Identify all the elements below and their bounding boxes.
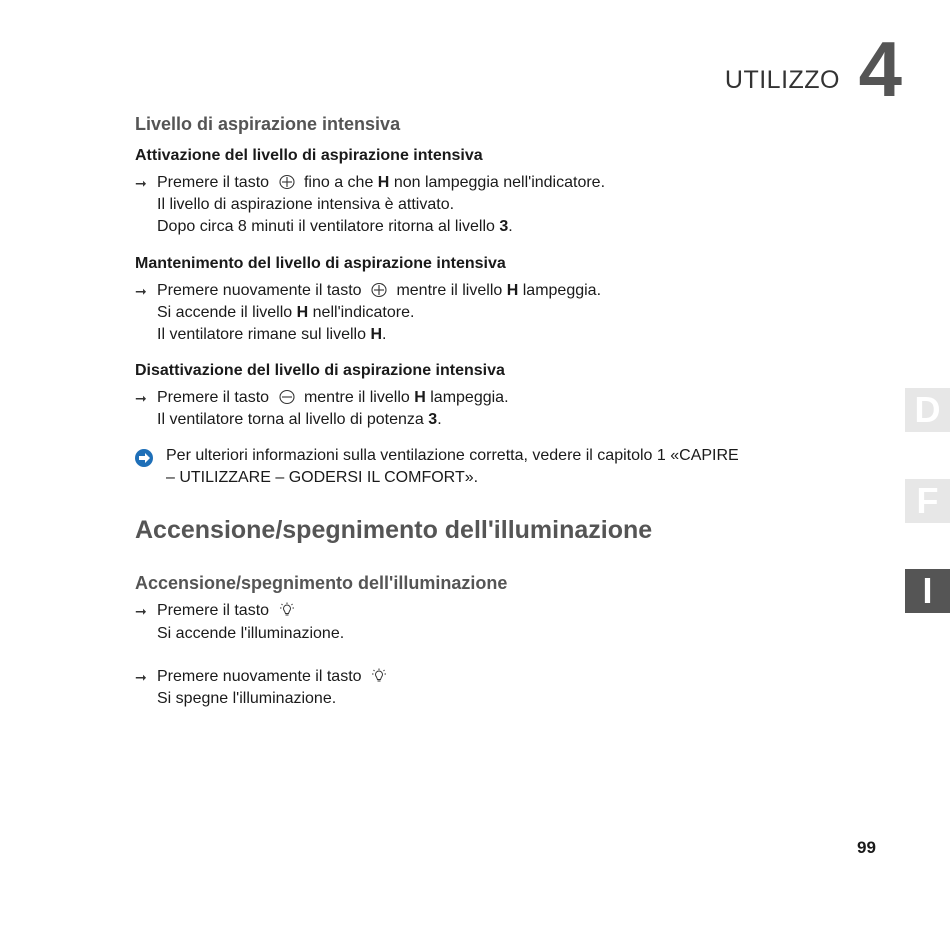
section-title: Livello di aspirazione intensiva <box>135 114 401 134</box>
light-line-4: Si spegne l'illuminazione. <box>157 690 337 707</box>
light-key-icon <box>370 668 388 684</box>
deactivate-line-2: Il ventilatore torna al livello di potenza 3. <box>157 411 442 428</box>
fan-plus-key-icon <box>370 282 388 298</box>
language-tab-i[interactable]: I <box>905 569 950 613</box>
maintain-line-3: Il ventilatore rimane sul livello H. <box>157 326 387 343</box>
light-key-icon <box>278 602 296 618</box>
arrow-icon: ➞ <box>135 175 147 191</box>
activation-line-3: Dopo circa 8 minuti il ventilatore ritorna al livello 3. <box>157 218 513 235</box>
light-step-1: Premere il tasto <box>157 602 300 620</box>
light-step-2: Premere nuovamente il tasto <box>157 668 392 686</box>
maintain-heading: Mantenimento del livello di aspirazione intensiva <box>135 255 506 272</box>
arrow-icon: ➞ <box>135 603 147 619</box>
deactivate-heading: Disattivazione del livello di aspirazione intensiva <box>135 362 505 379</box>
activation-step-1: Premere il tasto fino a che H non lampeggia nell'indicatore. <box>157 174 606 191</box>
fan-minus-key-icon <box>278 389 296 405</box>
maintain-line-2: Si accende il livello H nell'indicatore. <box>157 304 415 321</box>
note-line-2: – UTILIZZARE – GODERSI IL COMFORT». <box>166 469 479 486</box>
light-section-title: Accensione/spegnimento dell'illuminazione <box>135 516 653 544</box>
arrow-icon: ➞ <box>135 283 147 299</box>
page-number: 99 <box>857 838 876 857</box>
chapter-number: 4 <box>858 25 902 113</box>
chapter-title: UTILIZZO <box>724 66 840 94</box>
fan-plus-key-icon <box>278 174 296 190</box>
arrow-icon: ➞ <box>135 390 147 406</box>
light-line-2: Si accende l'illuminazione. <box>157 625 345 642</box>
language-tab-d[interactable]: D <box>905 388 950 432</box>
language-tab-f[interactable]: F <box>905 479 950 523</box>
activation-heading: Attivazione del livello di aspirazione intensiva <box>135 147 483 164</box>
note-arrow-icon <box>134 448 156 468</box>
activation-line-2: Il livello di aspirazione intensiva è attivato. <box>157 196 455 213</box>
maintain-step-1: Premere nuovamente il tasto mentre il livello H lampeggia. <box>157 282 602 299</box>
arrow-icon: ➞ <box>135 669 147 685</box>
note-line-1: Per ulteriori informazioni sulla ventilazione corretta, vedere il capitolo 1 «CAPIRE <box>166 447 739 464</box>
light-section-subtitle: Accensione/spegnimento dell'illuminazione <box>135 573 508 593</box>
deactivate-step-1: Premere il tasto mentre il livello H lampeggia. <box>157 389 509 406</box>
